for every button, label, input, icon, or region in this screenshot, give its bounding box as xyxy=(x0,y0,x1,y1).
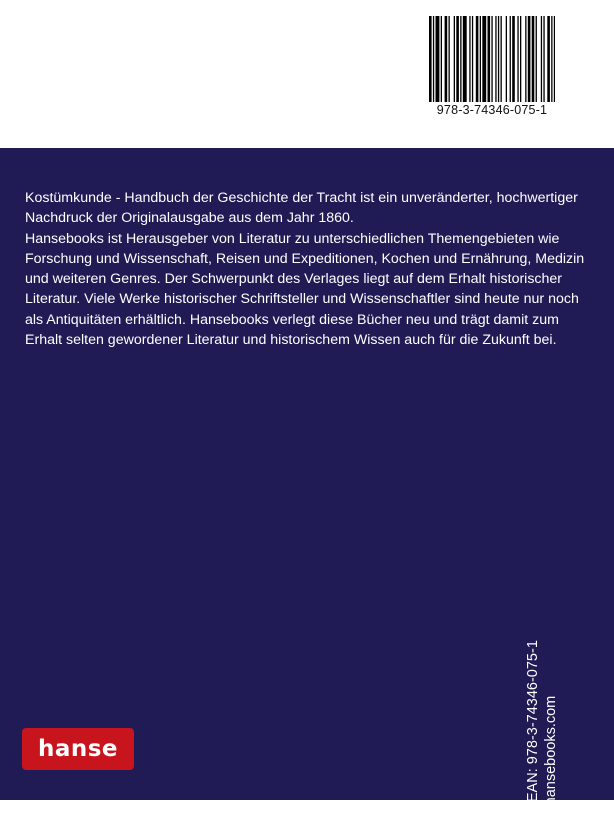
barcode-bar xyxy=(510,16,511,102)
barcode-bar xyxy=(554,16,555,102)
website-label: www.hansebooks.com xyxy=(543,695,559,840)
barcode-bar xyxy=(488,16,491,102)
isbn-ean-label: ISBN/EAN: 978-3-74346-075-1 xyxy=(525,640,541,840)
barcode-bar xyxy=(449,16,450,102)
barcode-bar xyxy=(528,16,531,102)
barcode-bar xyxy=(456,16,459,102)
barcode-bar xyxy=(512,16,515,102)
blurb-paragraph-1: Kostümkunde - Handbuch der Geschichte der Tracht ist ein unveränderter, hochwertiger Nachdruck der Originalausgabe aus dem Jahr 1860. xyxy=(25,190,578,227)
barcode-bar xyxy=(436,16,440,102)
barcode-bar xyxy=(547,16,550,102)
barcode-bar xyxy=(495,16,496,102)
barcode-bar xyxy=(498,16,499,102)
barcode-bar xyxy=(460,16,461,102)
barcode-bar xyxy=(482,16,486,102)
barcode-bars xyxy=(427,16,557,102)
logo-text: hanse xyxy=(37,736,119,762)
barcode xyxy=(427,16,557,126)
barcode-bar xyxy=(469,16,470,102)
barcode-bar xyxy=(532,16,535,102)
barcode-bar xyxy=(472,16,473,102)
vertical-info xyxy=(522,493,562,838)
barcode-bar xyxy=(441,16,442,102)
barcode-number: 978-3-74346-075-1 xyxy=(436,103,548,117)
barcode-bar xyxy=(501,16,502,102)
barcode-bar xyxy=(543,16,544,102)
hanse-logo xyxy=(22,728,134,770)
barcode-bar xyxy=(517,16,518,102)
barcode-bar xyxy=(433,16,434,102)
barcode-bar xyxy=(480,16,481,102)
barcode-bar xyxy=(506,16,507,102)
barcode-bar xyxy=(476,16,479,102)
barcode-bar xyxy=(445,16,448,102)
barcode-bar xyxy=(520,16,521,102)
barcode-bar xyxy=(429,16,432,102)
barcode-bar xyxy=(463,16,467,102)
barcode-bar xyxy=(551,16,552,102)
cover-panel xyxy=(0,148,614,840)
blurb-paragraph-2: Hansebooks ist Herausgeber von Literatur zu unterschiedlichen Themengebieten wie Forschung und Wissenschaft, Reisen und Expeditionen, Kochen und Ernährung, Medizin und weiteren Genres. Der Schwerpunkt des Verlages liegt auf dem Erhalt historischer Literatur. Viele Werke historischer Schriftsteller und Wissenschaftler sind heute nur noch als Antiquitäten erhältlich. Hansebooks verlegt diese Bücher neu und trägt damit zum Erhalt selten gewordener Literatur und historischem Wissen auch für die Zukunft bei. xyxy=(25,230,585,349)
barcode-bar xyxy=(536,16,537,102)
barcode-bar xyxy=(541,16,542,102)
blurb-text xyxy=(25,188,595,350)
barcode-bar xyxy=(491,16,492,102)
barcode-area xyxy=(0,0,614,148)
barcode-bar xyxy=(454,16,455,102)
barcode-bar xyxy=(525,16,526,102)
